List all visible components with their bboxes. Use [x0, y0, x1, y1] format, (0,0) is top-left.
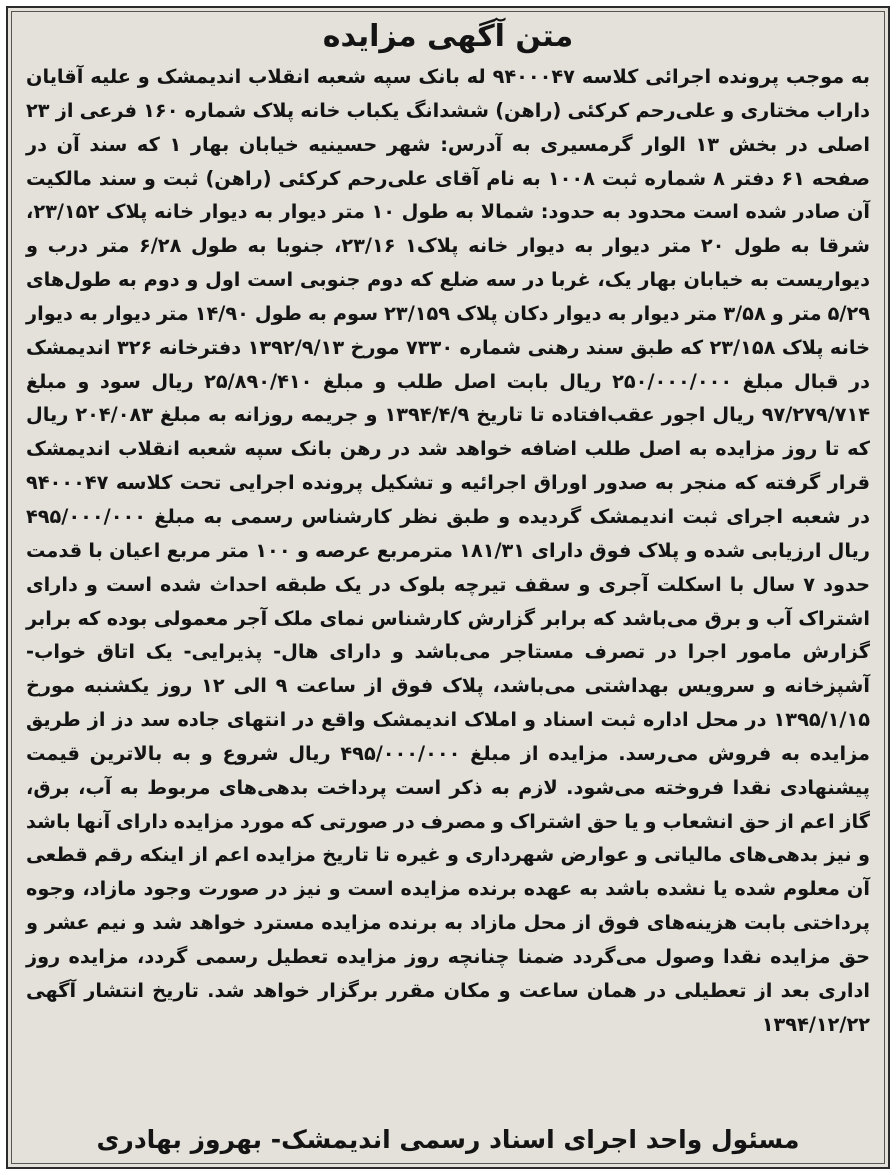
- notice-title: متن آگهی مزایده: [322, 19, 574, 54]
- notice-signature: مسئول واحد اجرای اسناد رسمی اندیمشک- بهروز بهادری: [96, 1125, 800, 1154]
- notice-body-text: به موجب پرونده اجرائی کلاسه ۹۴۰۰۰۴۷ له بانک سپه شعبه انقلاب اندیمشک و علیه آقایان داراب مختاری و علی‌رحم کرکئی (راهن) ششدانگ یکباب خانه پلاک شماره ۱۶۰ فرعی از ۲۳ اصلی در بخش ۱۳ الوار گرمسیری به آدرس: شهر حسینیه خیابان بهار ۱ که سند آن در صفحه ۶۱ دفتر ۸ شماره ثبت ۱۰۰۸ به نام آقای علی‌رحم کرکئی (راهن) ثبت و سند مالکیت آن صادر شده است محدود به حدود: شمالا به طول ۱۰ متر دیوار به دیوار خانه پلاک ۲۳/۱۵۲، شرقا به طول ۲۰ متر دیوار به دیوار خانه پلاک۱ ۲۳/۱۶، جنوبا به طول ۶/۲۸ متر درب و دیواریست به خیابان بهار یک، غربا در سه ضلع که دوم جنوبی است اول و دوم به طول‌های ۵/۲۹ متر و ۳/۵۸ متر دیوار به دیوار دکان پلاک ۲۳/۱۵۹ سوم به طول ۱۴/۹۰ متر دیوار به دیوار خانه پلاک ۲۳/۱۵۸ که طبق سند رهنی شماره ۷۳۳۰ مورخ ۱۳۹۲/۹/۱۳ دفترخانه ۳۲۶ اندیمشک در قبال مبلغ ۲۵۰/۰۰۰/۰۰۰ ریال بابت اصل طلب و مبلغ ۲۵/۸۹۰/۴۱۰ ریال سود و مبلغ ۹۷/۲۷۹/۷۱۴ ریال اجور عقب‌افتاده تا تاریخ ۱۳۹۴/۴/۹ و جریمه روزانه به مبلغ ۲۰۴/۰۸۳ ریال که تا روز مزایده به اصل طلب اضافه خواهد شد در رهن بانک سپه شعبه انقلاب اندیمشک قرار گرفته که منجر به صدور اوراق اجرائیه و تشکیل پرونده اجرایی تحت کلاسه ۹۴۰۰۰۴۷ در شعبه اجرای ثبت اندیمشک گردیده و طبق نظر کارشناس رسمی به مبلغ ۴۹۵/۰۰۰/۰۰۰ ریال ارزیابی شده و پلاک فوق دارای ۱۸۱/۳۱ مترمربع عرصه و ۱۰۰ متر مربع اعیان با قدمت حدود ۷ سال با اسکلت آجری و سقف تیرچه بلوک در یک طبقه احداث شده است و دارای اشتراک آب و برق می‌باشد که برابر گزارش کارشناس نمای ملک آجر معمولی بوده که برابر گزارش مامور اجرا در تصرف مستاجر می‌باشد و دارای هال- پذیرایی- یک اتاق خواب- آشپزخانه و سرویس بهداشتی می‌باشد، پلاک فوق از ساعت ۹ الی ۱۲ روز یکشنبه مورخ ۱۳۹۵/۱/۱۵ در محل اداره ثبت اسناد و املاک اندیمشک واقع در انتهای جاده سد دز از طریق مزایده به فروش می‌رسد. مزایده از مبلغ ۴۹۵/۰۰۰/۰۰۰ ریال شروع و به بالاترین قیمت پیشنهادی نقدا فروخته می‌شود. لازم به ذکر است پرداخت بدهی‌های مربوط به آب، برق، گاز اعم از حق انشعاب و یا حق اشتراک و مصرف در صورتی که مورد مزایده دارای آنها باشد و نیز بدهی‌های مالیاتی و عوارض شهرداری و غیره تا تاریخ مزایده اعم از اینکه رقم قطعی آن معلوم شده یا نشده باشد به عهده برنده مزایده است و نیز در صورت وجود مازاد، وجوه پرداختی بابت هزینه‌های فوق از محل مازاد به برنده مزایده مسترد خواهد شد و نیم عشر و حق مزایده نقدا وصول می‌گردد ضمنا چنانچه روز مزایده تعطیل رسمی گردد، مزایده روز اداری بعد از تعطیلی در همان ساعت و مکان مقرر برگزار خواهد شد. تاریخ انتشار آگهی ۱۳۹۴/۱۲/۲۲: [26, 65, 871, 1036]
- auction-notice: [6, 6, 890, 1169]
- notice-body: [8, 60, 888, 1041]
